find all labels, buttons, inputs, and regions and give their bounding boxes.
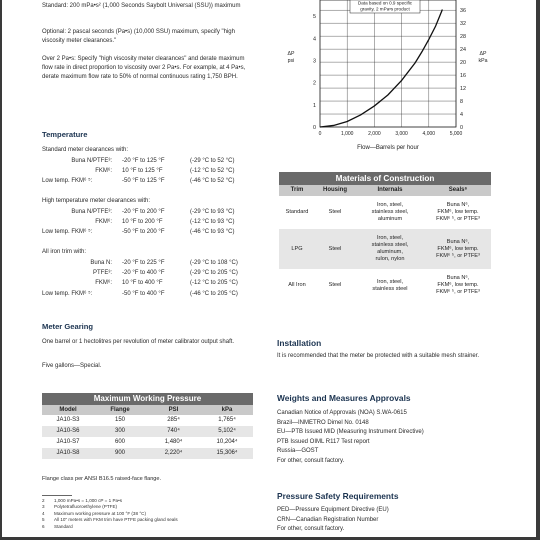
materials-internals: [355, 279, 425, 293]
materials-seals-line: Buna N⁶,: [446, 202, 470, 208]
mwp-cell: 5,102⁴: [218, 428, 236, 434]
chart-plot-area: [320, 0, 456, 127]
chart-y-tick-label-right: 36: [460, 8, 466, 15]
footnote-number: 6: [42, 523, 45, 529]
footnote-text: All 10" meters with FKM trim have PTFE packing gland seals: [54, 517, 178, 523]
materials-seals: [425, 202, 491, 223]
footnotes: [42, 498, 257, 530]
mwp-cell: 1,765⁴: [218, 417, 236, 423]
chart-y-tick-label-right: 20: [460, 60, 466, 67]
mwp-cell: 900: [114, 450, 125, 456]
temperature-material: FKM⁶:: [95, 219, 112, 226]
footnote: [42, 524, 257, 530]
materials-internals-line: rulon, nylon: [375, 256, 405, 262]
chart-y-tick-label-right: 0: [460, 125, 463, 131]
footnote-number: 4: [42, 510, 45, 516]
materials-internals: [355, 202, 425, 223]
footnote-number: 2: [42, 498, 45, 503]
materials-internals-line: aluminum: [377, 216, 403, 222]
materials-trim: LPG: [291, 245, 303, 252]
materials-seals: [425, 239, 491, 260]
materials-internals-line: Iron, steel,: [376, 235, 404, 241]
chart-ylabel-left-unit: psi: [287, 58, 295, 64]
temperature-material: FKM⁶:: [95, 168, 112, 175]
chart-ylabel-left-symbol: ΔP: [287, 51, 295, 57]
chart-y-tick-label-left: 4: [313, 36, 316, 43]
temperature-celsius: (-46 °C to 52 °C): [190, 178, 235, 185]
temperature-fahrenheit: 10 °F to 125 °F: [122, 168, 163, 175]
chart-y-tick-label-right: 12: [460, 86, 466, 93]
mwp-note: Flange class per ANSI B16.5 raised-face flange.: [42, 476, 162, 482]
temperature-celsius: (-12 °C to 52 °C): [190, 168, 235, 175]
chart-y-tick-label-right: 28: [460, 34, 466, 41]
materials-body: [279, 196, 491, 302]
materials-housing: Steel: [328, 245, 342, 252]
mwp-header-flange: Flange: [110, 407, 130, 413]
mwp-header-kpa: kPa: [221, 407, 233, 413]
temperature-fahrenheit: -50 °F to 125 °F: [122, 178, 165, 185]
mwp-cell: 2,220⁴: [164, 450, 183, 456]
temperature-fahrenheit: -20 °F to 400 °F: [122, 270, 165, 277]
chart-annotation-line: gravity, 2 mPa•s product: [360, 6, 410, 12]
viscosity-over-text: Over 2 Pa•s: Specify "high viscosity meter clearances" and derate maximum flow rate in direct proportion to viscosity over 2 Pa•s. For example, at 4 Pa•s, derate maximum flow rate to 50% of normal continuous rating 1,750 BPH.: [42, 56, 246, 80]
weights-list: [277, 409, 497, 467]
chart-ylabel-right-symbol: ΔP: [479, 51, 487, 57]
materials-seals-line: FKM⁶ ⁵, or PTFE³: [436, 289, 480, 295]
materials-internals-line: aluminum,: [377, 249, 403, 255]
chart-x-tick-label: 5,000: [449, 131, 463, 137]
temperature-material: Buna N:: [90, 260, 112, 266]
mwp-header-row: [42, 405, 253, 415]
materials-header-internals: Internals: [377, 187, 403, 193]
temperature-row: [42, 259, 257, 267]
temperature-celsius: (-29 °C to 93 °C): [190, 209, 235, 215]
temperature-celsius: (-12 °C to 205 °C): [190, 280, 238, 287]
mwp-header-model: Model: [59, 407, 77, 413]
materials-internals-line: Iron, steel,: [376, 278, 404, 285]
temperature-row: [42, 167, 257, 175]
gearing-text: One barrel or 1 hectolitres per revolution of meter calibrator output shaft.: [42, 339, 235, 345]
chart-y-tick-label-left: 0: [313, 125, 316, 131]
pressure-drop-chart: [280, 0, 500, 160]
mwp-title: Maximum Working Pressure: [42, 393, 253, 405]
temperature-iron-label: All iron trim with:: [42, 249, 87, 255]
materials-seals: [425, 275, 491, 296]
temperature-heading: Temperature: [42, 130, 88, 139]
mwp-cell: 740⁴: [167, 428, 180, 434]
materials-header-housing: Housing: [323, 187, 347, 193]
max-working-pressure-table: [42, 393, 253, 459]
pressure-drop-chart-svg: [280, 0, 500, 160]
temperature-row: [42, 269, 257, 277]
viscosity-standard-text: Standard: 200 mPa•s² (1,000 Seconds Saybolt Universal (SSU)) maximum: [42, 3, 241, 9]
chart-y-tick-label-left: 2: [313, 80, 316, 87]
viscosity-optional-text: Optional: 2 pascal seconds (Pa•s) (10,000 SSU) maximum, specify "high viscosity meter clearances.": [42, 29, 235, 44]
mwp-cell: JA10-S8: [56, 450, 80, 456]
temperature-row: [42, 228, 257, 236]
chart-x-tick-label: 3,000: [395, 131, 408, 137]
page-frame-right: [536, 0, 540, 540]
chart-ylabel-right-unit: kPa: [478, 58, 488, 64]
materials-seals-line: FKM⁶, low temp.: [437, 245, 479, 252]
materials-title: Materials of Construction: [279, 172, 491, 185]
temperature-row: [42, 279, 257, 287]
temperature-fahrenheit: 10 °F to 400 °F: [122, 280, 163, 287]
temperature-material: Low temp. FKM⁶ ⁵:: [42, 229, 93, 236]
gearing-heading: Meter Gearing: [42, 322, 94, 331]
weights-line: EU—PTB Issued MID (Measuring Instrument Directive): [277, 429, 424, 436]
temperature-high-label: High temperature meter clearances with:: [42, 198, 151, 204]
temperature-material: Buna N/PTFE³:: [71, 158, 112, 164]
mwp-row: [42, 415, 253, 426]
materials-internals-line: stainless steel: [372, 285, 408, 292]
materials-trim: Standard: [285, 209, 309, 215]
mwp-cell: 1,480⁴: [164, 439, 183, 445]
materials-seals-line: FKM⁶, low temp.: [437, 209, 479, 215]
pressure-safety-line: For other, consult factory.: [277, 526, 345, 533]
materials-header-row: [279, 185, 491, 196]
materials-internals: [355, 235, 425, 263]
temperature-material: FKM⁶:: [95, 280, 112, 287]
temperature-row: [42, 218, 257, 226]
materials-seals-line: FKM⁶, low temp.: [437, 282, 479, 288]
footnote-text: Standard: [54, 523, 73, 529]
materials-seals-line: FKM⁶ ⁵, or PTFE³: [436, 252, 480, 259]
materials-trim: All Iron: [288, 282, 306, 288]
weights-line: Russia—GOST: [277, 448, 319, 455]
pressure-safety-line: CRN—Canadian Registration Number: [277, 516, 379, 523]
installation-heading: Installation: [277, 338, 322, 348]
materials-seals-line: Buna N⁶,: [446, 275, 470, 281]
temperature-row: [42, 290, 257, 298]
chart-y-tick-label-right: 32: [460, 21, 466, 28]
mwp-row: [42, 426, 253, 437]
chart-annotation-line: Data based on 0.9 specific: [357, 0, 413, 6]
footnote-number: 3: [42, 504, 45, 510]
materials-row: [279, 196, 491, 229]
footnote-text: 1,000 mPa•s = 1,000 cP = 1 Pa•s: [54, 498, 122, 503]
weights-heading: Weights and Measures Approvals: [277, 393, 411, 403]
weights-line: Canadian Notice of Approvals (NOA) S.WA-0615: [277, 410, 407, 416]
weights-line: For other, consult factory.: [277, 457, 345, 464]
temperature-row: [42, 157, 257, 165]
chart-y-tick-label-left: 1: [313, 102, 316, 109]
chart-x-tick-label: 0: [318, 131, 322, 137]
mwp-row: [42, 437, 253, 448]
mwp-cell: JA10-S3: [56, 417, 80, 423]
installation-text: It is recommended that the meter be protected with a suitable mesh strainer.: [277, 353, 480, 359]
materials-row: [279, 229, 491, 269]
temperature-celsius: (-46 °C to 93 °C): [190, 229, 235, 236]
temperature-fahrenheit: -50 °F to 400 °F: [122, 290, 165, 297]
weights-line: Brazil—INMETRO Dimel No. 0148: [277, 419, 369, 426]
chart-y-tick-label-left: 5: [313, 14, 316, 21]
materials-seals-line: Buna N⁶,: [446, 238, 470, 245]
materials-internals-line: Iron, steel,: [376, 202, 404, 208]
mwp-cell: 285⁴: [167, 417, 180, 423]
materials-internals-line: stainless steel,: [371, 209, 409, 215]
chart-y-tick-label-right: 24: [460, 47, 466, 54]
temperature-fahrenheit: -20 °F to 225 °F: [122, 260, 165, 266]
pressure-safety-heading: Pressure Safety Requirements: [277, 491, 399, 501]
materials-row: [279, 269, 491, 302]
chart-x-tick-label: 2,000: [368, 131, 381, 137]
temperature-celsius: (-29 °C to 52 °C): [190, 158, 235, 164]
materials-housing: Steel: [328, 209, 342, 215]
footnote-text: Maximum working pressure at 100 °F (38 °C): [54, 510, 147, 516]
mwp-header-psi: PSI: [168, 407, 179, 413]
temperature-material: Low temp. FKM⁶ ⁵:: [42, 290, 93, 297]
temperature-celsius: (-29 °C to 205 °C): [190, 270, 238, 277]
weights-line: PTB Issued OIML R117 Test report: [277, 438, 370, 445]
mwp-cell: 15,306⁴: [216, 450, 238, 456]
footnote-rule: [42, 495, 72, 496]
pressure-safety-list: [277, 506, 497, 535]
materials-header-trim: Trim: [290, 187, 304, 193]
temperature-standard-label: Standard meter clearances with:: [42, 147, 129, 153]
mwp-cell: 150: [114, 417, 125, 423]
gearing-special-text: Five gallons—Special.: [42, 363, 102, 369]
temperature-material: Buna N/PTFE³:: [71, 209, 112, 215]
chart-y-tick-label-right: 8: [460, 99, 463, 106]
materials-housing: Steel: [328, 282, 342, 288]
page-frame-left: [0, 0, 2, 540]
mwp-cell: JA10-S7: [56, 439, 80, 445]
chart-y-tick-label-right: 4: [460, 112, 463, 119]
temperature-row: [42, 177, 257, 185]
footnote-text: Polytetrafluoroethylene (PTFE): [54, 504, 118, 510]
mwp-body: [42, 415, 253, 459]
temperature-celsius: (-12 °C to 93 °C): [190, 219, 235, 226]
chart-y-tick-label-left: 3: [313, 58, 316, 65]
chart-xlabel: Flow—Barrels per hour: [357, 145, 419, 151]
temperature-celsius: (-46 °C to 205 °C): [190, 290, 238, 297]
temperature-material: PTFE³:: [93, 270, 112, 277]
mwp-row: [42, 448, 253, 459]
pressure-safety-line: PED—Pressure Equipment Directive (EU): [277, 507, 389, 513]
mwp-cell: 10,204⁴: [216, 439, 238, 445]
mwp-cell: JA10-S6: [56, 428, 80, 434]
materials-seals-line: FKM⁶ ⁵, or PTFE³: [436, 216, 480, 222]
mwp-cell: 300: [114, 428, 125, 434]
footnote-number: 5: [42, 517, 45, 523]
temperature-celsius: (-29 °C to 108 °C): [190, 260, 238, 266]
temperature-material: Low temp. FKM⁶ ⁵:: [42, 178, 93, 185]
temperature-fahrenheit: -20 °F to 200 °F: [122, 209, 165, 215]
materials-header-seals: Seals⁶: [448, 187, 468, 193]
chart-x-tick-label: 1,000: [340, 131, 354, 137]
materials-table: [279, 172, 491, 302]
chart-x-tick-label: 4,000: [422, 131, 436, 137]
mwp-cell: 600: [114, 439, 125, 445]
chart-y-tick-label-right: 16: [460, 73, 466, 80]
temperature-fahrenheit: -20 °F to 125 °F: [122, 158, 165, 164]
temperature-fahrenheit: 10 °F to 200 °F: [122, 219, 163, 226]
temperature-fahrenheit: -50 °F to 200 °F: [122, 229, 165, 236]
temperature-row: [42, 208, 257, 216]
materials-internals-line: stainless steel,: [371, 242, 409, 248]
